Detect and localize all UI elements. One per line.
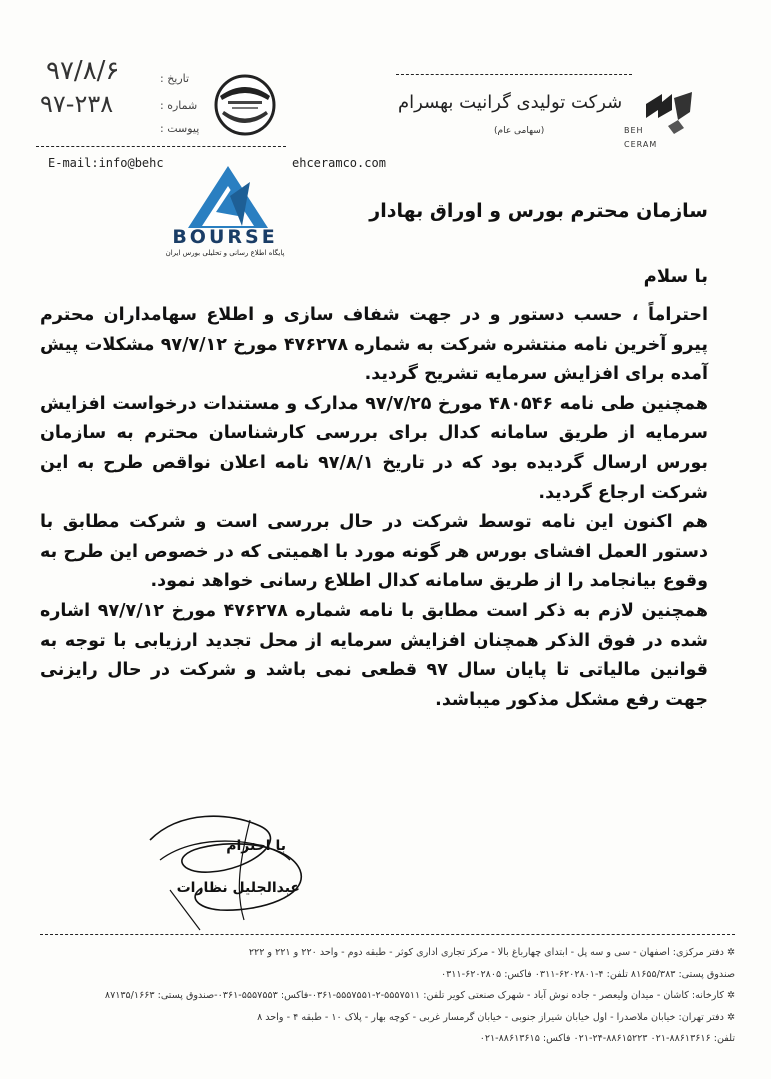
company-name: شرکت تولیدی گرانیت بهسرام [398, 92, 623, 113]
header-rule-left [36, 146, 286, 147]
paragraph-3: هم اکنون این نامه توسط شرکت در حال بررسی است و شرکت مطابق با دستور العمل افشای بورس هر گونه مورد با اهمیتی که در خصوص این طرح به وقوع بیانجامد را از طریق سامانه کدال اطلاع رسانی خواهد نمود. [40, 512, 708, 592]
greeting: با سلام [643, 266, 708, 287]
paragraph-1: احتراماً ، حسب دستور و در جهت شفاف سازی و اطلاع سهامداران محترم پیرو آخرین نامه منتشره شرکت به شماره ۴۷۶۲۷۸ مورخ ۹۷/۷/۱۲ مشکلات پیش آمده برای افزایش سرمایه تشریح گردید. [40, 305, 708, 385]
bourse-caption: پایگاه اطلاع رسانی و تحلیلی بورس ایران [165, 249, 285, 257]
bourse-logo-text: BOURSE [172, 226, 278, 248]
letter-number-label: شماره : [160, 99, 198, 112]
company-website: ehceramco.com [292, 156, 386, 170]
letter-attachment-label: پیوست : [160, 122, 200, 135]
letter-number-value: ۹۷-۲۳۸ [40, 90, 114, 118]
signer-name: عبدالجلیل نظارات [176, 880, 300, 896]
footer-rule [40, 934, 735, 935]
letter-body [40, 301, 708, 715]
addressee: سازمان محترم بورس و اوراق بهادار [369, 200, 708, 222]
footer-line-4: ✲ دفتر تهران: خیابان ملاصدرا - اول خیابان شیراز جنوبی - خیابان گرمسار غربی - کوچه بهار - پلاک ۱۰ - طبقه ۴ - واحد ۸ [257, 1011, 735, 1023]
letter-date-label: تاریخ : [160, 72, 190, 85]
paragraph-2: همچنین طی نامه ۴۸۰۵۴۶ مورخ ۹۷/۷/۲۵ مدارک و مستندات درخواست افزایش سرمایه از طریق سامانه کدال برای بررسی کارشناسان محترم به سازمان بورس ارسال گردیده بود که در تاریخ ۹۷/۸/۱ نامه اعلان نواقص طرح به این شرکت ارجاع گردید. [40, 393, 709, 503]
company-email: E-mail:info@behc [48, 156, 164, 170]
footer-line-2: صندوق پستی: ۸۱۶۵۵/۳۸۳ تلفن: ۴-۶۲۰۲۸۰۱-۰۳۱۱ فاکس: ۶۲۰۲۸۰۵-۰۳۱۱ [440, 968, 735, 980]
footer-line-5: تلفن: ۸۸۶۱۳۶۱۶-۰۲۱ ۸۸۶۱۵۲۲۳-۲۴-۰۲۱ فاکس: ۸۸۶۱۳۶۱۵-۰۲۱ [479, 1033, 735, 1045]
footer-line-3: ✲ کارخانه: کاشان - میدان ولیعصر - جاده نوش آباد - شهرک صنعتی کویر تلفن: ۵۵۵۷۵۱۱-۲-۵۵۵۷۵۵۱-۰۳۶۱-فاکس: ۵۵۵۷۵۵۳-۰۳۶۱-صندوق پستی: ۸۷۱۳۵/۱۶۶۳ [104, 990, 735, 1002]
tuv-certification-seal [214, 74, 276, 140]
paragraph-4: همچنین لازم به ذکر است مطابق با نامه شماره ۴۷۶۲۷۸ مورخ ۹۷/۷/۱۲ اشاره شده در فوق الذکر همچنان افزایش سرمایه از محل تجدید ارزیابی با توجه به قوانین مالیاتی تا پایان سال ۹۷ قطعی نمی باشد و شرکت در حال رایزنی جهت رفع مشکل مذکور میباشد. [40, 600, 709, 710]
footer-line-1: ✲ دفتر مرکزی: اصفهان - سی و سه پل - ابتدای چهارباغ بالا - مرکز تجاری اداری کوثر - طبقه دوم - واحد ۲۲۰ و ۲۲۱ و ۲۲۲ [248, 947, 735, 958]
letter-date-value: ۹۷/۸/۶ [46, 56, 120, 86]
header-rule-right [396, 74, 632, 75]
brand-latin-name: BEH CERAM [624, 126, 658, 149]
company-type: (سهامی عام) [494, 126, 545, 136]
handwritten-signature [140, 800, 340, 944]
bourse-logo-icon [178, 160, 278, 236]
footer-contact [40, 942, 735, 1050]
signature-closing: با احترام [226, 838, 286, 854]
